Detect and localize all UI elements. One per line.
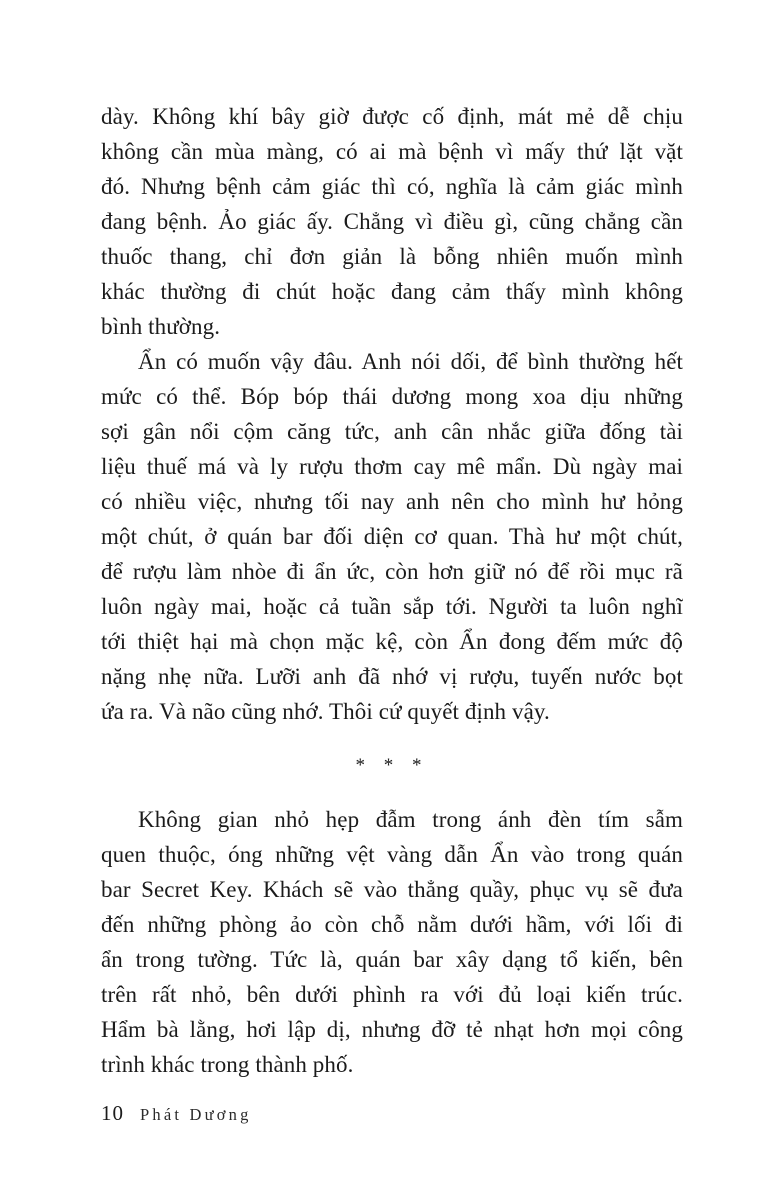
page-number: 10 xyxy=(101,1101,124,1125)
text-line: ẩn trong tường. Tức là, quán bar xây dạng tổ kiến, bên xyxy=(101,947,683,972)
text-line: đó. Nhưng bệnh cảm giác thì có, nghĩa là cảm giác mình xyxy=(101,174,683,199)
text-line: đang bệnh. Ảo giác ấy. Chẳng vì điều gì, cũng chẳng cần xyxy=(101,209,683,234)
page-footer xyxy=(101,1101,252,1126)
paragraph xyxy=(101,344,683,729)
text-line: đến những phòng ảo còn chỗ nằm dưới hầm, với lối đi xyxy=(101,912,683,937)
text-line: khác thường đi chút hoặc đang cảm thấy mình không xyxy=(101,279,683,304)
text-line: Hẩm bà lằng, hơi lập dị, nhưng đỡ tẻ nhạt hơn mọi công xyxy=(101,1017,683,1042)
text-line: tới thiệt hại mà chọn mặc kệ, còn Ẩn đong đếm mức độ xyxy=(101,629,683,654)
text-line: sợi gân nổi cộm căng tức, anh cân nhắc giữa đống tài xyxy=(101,419,683,444)
text-line: không cần mùa màng, có ai mà bệnh vì mấy thứ lặt vặt xyxy=(101,139,683,164)
text-line: để rượu làm nhòe đi ẩn ức, còn hơn giữ nó để rồi mục rã xyxy=(101,559,683,584)
text-line: trên rất nhỏ, bên dưới phình ra với đủ loại kiến trúc. xyxy=(101,982,683,1007)
text-line: một chút, ở quán bar đối diện cơ quan. Thà hư một chút, xyxy=(101,524,683,549)
text-line: bình thường. xyxy=(101,314,221,339)
text-line: thuốc thang, chỉ đơn giản là bỗng nhiên muốn mình xyxy=(101,244,683,269)
text-line: bar Secret Key. Khách sẽ vào thẳng quầy, phục vụ sẽ đưa xyxy=(101,877,683,902)
text-line: có nhiều việc, nhưng tối nay anh nên cho mình hư hỏng xyxy=(101,489,683,514)
paragraph xyxy=(101,99,683,344)
paragraph xyxy=(101,802,683,1082)
text-line: quen thuộc, óng những vệt vàng dẫn Ẩn vào trong quán xyxy=(101,842,683,867)
text-line: Không gian nhỏ hẹp đẫm trong ánh đèn tím sẫm xyxy=(138,807,683,832)
section-separator: * * * xyxy=(355,755,429,776)
text-line: dày. Không khí bây giờ được cố định, mát mẻ dễ chịu xyxy=(101,104,683,129)
text-line: nặng nhẹ nữa. Lưỡi anh đã nhớ vị rượu, tuyến nước bọt xyxy=(101,664,683,689)
text-column xyxy=(101,99,683,1082)
text-line: Ẩn có muốn vậy đâu. Anh nói dối, để bình thường hết xyxy=(138,349,683,374)
text-line: trình khác trong thành phố. xyxy=(101,1052,354,1077)
running-author: Phát Dương xyxy=(140,1105,252,1124)
text-line: luôn ngày mai, hoặc cả tuần sắp tới. Người ta luôn nghĩ xyxy=(101,594,683,619)
text-line: liệu thuế má và ly rượu thơm cay mê mẩn. Dù ngày mai xyxy=(101,454,683,479)
text-line: ứa ra. Và não cũng nhớ. Thôi cứ quyết định vậy. xyxy=(101,699,550,724)
text-line: mức có thể. Bóp bóp thái dương mong xoa dịu những xyxy=(101,384,683,409)
